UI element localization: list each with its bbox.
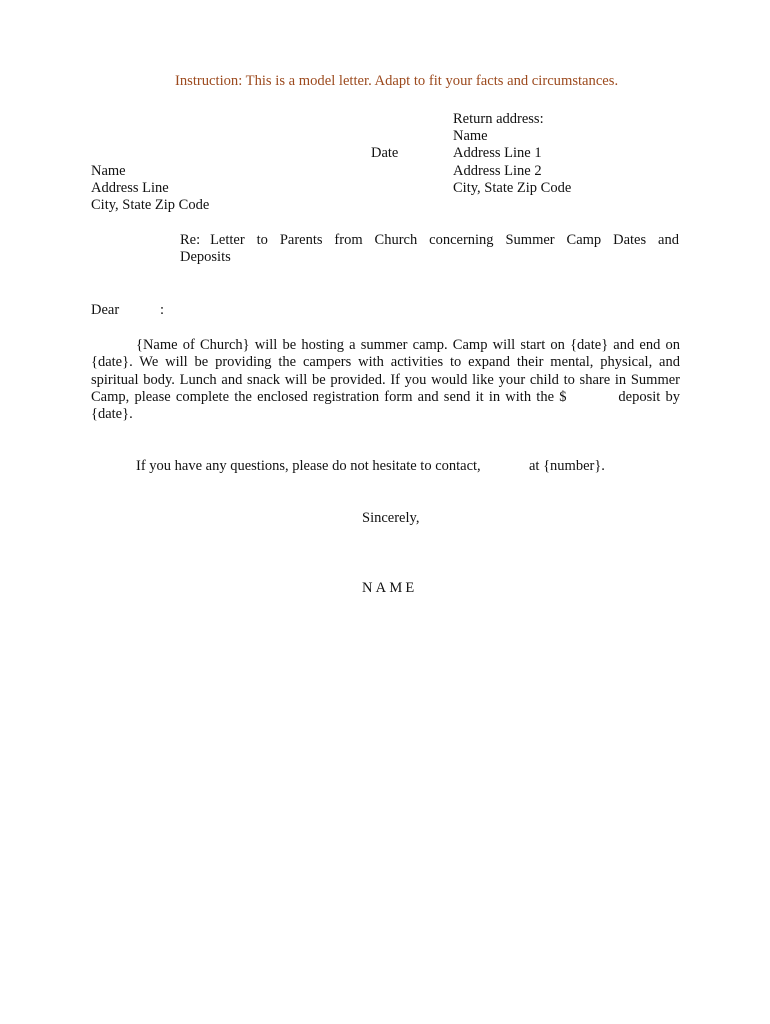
subject-re-label: Re: (180, 232, 201, 248)
signature-name: NAME (362, 580, 418, 596)
subject-line-2: Deposits (180, 249, 231, 266)
return-address-line2: Address Line 2 (453, 163, 542, 179)
body-line: {date}. (91, 406, 133, 423)
body-line: spiritual body. Lunch and snack will be provided. If you would like your child to share in Summer (91, 371, 680, 388)
subject-word: Summer (505, 232, 555, 248)
return-address-name: Name (453, 128, 488, 144)
closing: Sincerely, (362, 510, 420, 526)
body-paragraph (91, 337, 680, 423)
subject-word: from (334, 232, 363, 248)
subject-word: Dates (613, 232, 647, 248)
subject-word: Letter (210, 232, 245, 248)
return-address-line1: Address Line 1 (453, 145, 542, 161)
subject-word: Parents (279, 232, 323, 248)
subject-word: concerning (429, 232, 494, 248)
subject-word: and (658, 232, 679, 248)
subject-word: Church (374, 232, 418, 248)
contact-text: If you have any questions, please do not hesitate to contact, (136, 458, 481, 474)
body-line: Camp, please complete the enclosed registration form and send it in with the $ deposit by (91, 388, 680, 405)
subject-line (180, 232, 679, 267)
recipient-name: Name (91, 163, 126, 179)
subject-word: to (256, 232, 268, 248)
subject-word: Camp (566, 232, 602, 248)
instruction-note: Instruction: This is a model letter. Adapt to fit your facts and circumstances. (175, 73, 619, 89)
return-address-label: Return address: (453, 111, 544, 127)
body-line: {Name of Church} will be hosting a summer camp. Camp will start on {date} and end on (136, 337, 680, 353)
body-line: {date}. We will be providing the campers with activities to expand their mental, physical, and (91, 354, 680, 371)
contact-number: at {number}. (529, 458, 605, 474)
salutation-colon: : (160, 302, 165, 318)
return-address-city-state-zip: City, State Zip Code (453, 180, 572, 196)
subject-line-1 (180, 232, 679, 249)
salutation-dear: Dear (91, 302, 120, 318)
letter-date: Date (371, 145, 399, 161)
recipient-city-state-zip: City, State Zip Code (91, 197, 210, 213)
recipient-address: Address Line (91, 180, 169, 196)
